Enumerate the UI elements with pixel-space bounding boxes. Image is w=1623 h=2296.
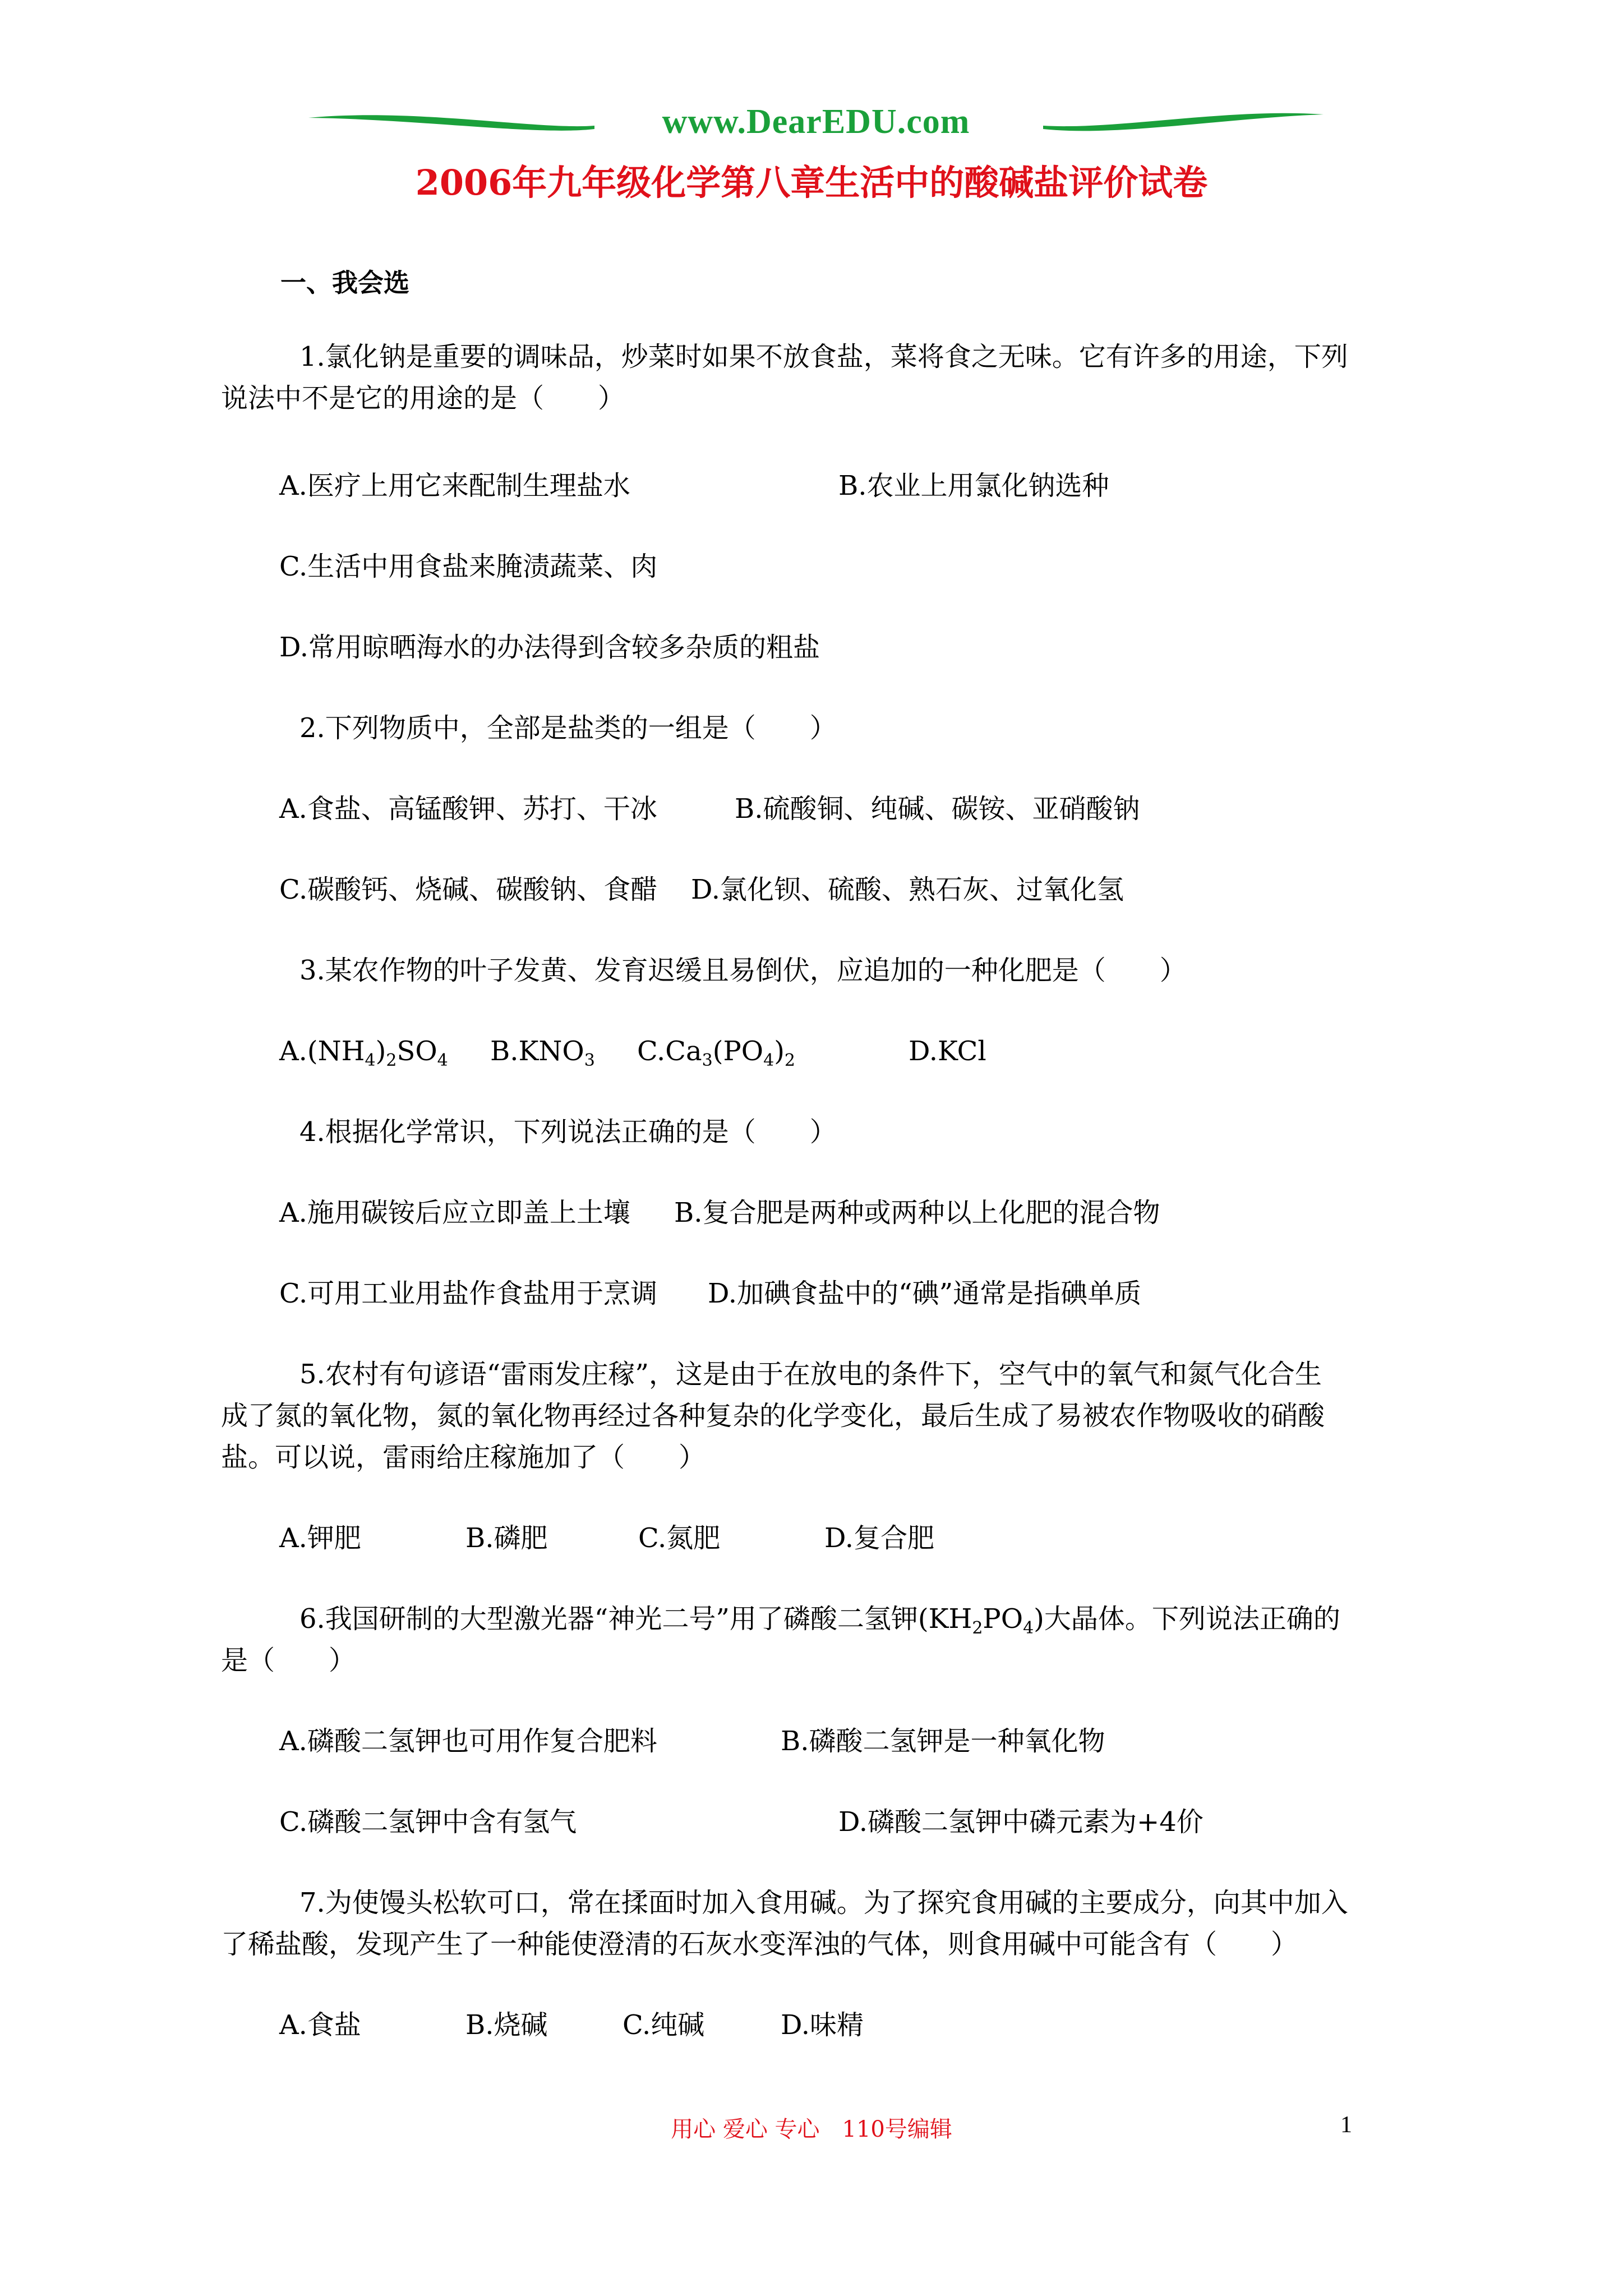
page-title: 2006年九年级化学第八章生活中的酸碱盐评价试卷 bbox=[415, 162, 1208, 203]
question-3-option-d: D.KCl bbox=[909, 1036, 986, 1067]
question-4-line-1: 4.根据化学常识，下列说法正确的是（ ） bbox=[299, 1116, 837, 1148]
question-6-option-a: A.磷酸二氢钾也可用作复合肥料 bbox=[279, 1726, 657, 1757]
question-2-option-b: B.硫酸铜、纯碱、碳铵、亚硝酸钠 bbox=[735, 793, 1140, 825]
question-2-option-c: C.碳酸钙、烧碱、碳酸钠、食醋 bbox=[279, 874, 658, 905]
question-5-option-b: B.磷肥 bbox=[465, 1522, 548, 1554]
question-5-option-d: D.复合肥 bbox=[824, 1522, 935, 1554]
question-7-line-2: 了稀盐酸，发现产生了一种能使澄清的石灰水变浑浊的气体，则食用碱中可能含有（ ） bbox=[221, 1929, 1298, 1960]
question-7-option-c: C.纯碱 bbox=[623, 2009, 705, 2041]
question-1-option-a: A.医疗上用它来配制生理盐水 bbox=[279, 470, 630, 501]
question-1-option-d: D.常用晾晒海水的办法得到含较多杂质的粗盐 bbox=[279, 632, 820, 663]
question-3-option-b: $B.KNO_3$ bbox=[490, 1036, 595, 1070]
page-number: 1 bbox=[1340, 2112, 1352, 2138]
question-6-option-c: C.磷酸二氢钾中含有氢气 bbox=[279, 1806, 577, 1838]
question-1-option-b: B.农业上用氯化钠选种 bbox=[838, 470, 1109, 501]
question-1-line-1: 1.氯化钠是重要的调味品，炒菜时如果不放食盐，菜将食之无味。它有许多的用途，下列 bbox=[299, 341, 1348, 372]
question-1-line-2: 说法中不是它的用途的是（ ） bbox=[221, 383, 625, 414]
question-4-option-c: C.可用工业用盐作食盐用于烹调 bbox=[279, 1278, 658, 1309]
question-7-option-d: D.味精 bbox=[781, 2009, 864, 2041]
question-3-line-1: 3.某农作物的叶子发黄、发育迟缓且易倒伏，应追加的一种化肥是（ ） bbox=[299, 955, 1187, 986]
question-4-option-b: B.复合肥是两种或两种以上化肥的混合物 bbox=[674, 1197, 1160, 1228]
question-2-option-d: D.氯化钡、硫酸、熟石灰、过氧化氢 bbox=[691, 874, 1124, 905]
footer-text: 用心 爱心 专心 110号编辑 bbox=[671, 2116, 952, 2142]
question-6-option-b: B.磷酸二氢钾是一种氧化物 bbox=[781, 1726, 1105, 1757]
question-4-option-a: A.施用碳铵后应立即盖上土壤 bbox=[279, 1197, 630, 1228]
site-logo-banner bbox=[303, 96, 1329, 158]
question-6-line-1: 6.我国研制的大型激光器“神光二号”用了磷酸二氢钾$(KH_2PO_4)$大晶体。下列说法正确的 bbox=[299, 1603, 1340, 1638]
question-5-line-1: 5.农村有句谚语“雷雨发庄稼”，这是由于在放电的条件下，空气中的氧气和氮气化合生 bbox=[299, 1359, 1322, 1390]
question-2-option-a: A.食盐、高锰酸钾、苏打、干冰 bbox=[279, 793, 657, 825]
question-5-option-c: C.氮肥 bbox=[638, 1522, 721, 1554]
section-heading: 一、我会选 bbox=[280, 268, 409, 298]
question-6-line-2: 是（ ） bbox=[221, 1645, 356, 1676]
question-6-option-d: D.磷酸二氢钾中磷元素为+4价 bbox=[838, 1806, 1204, 1838]
question-5-option-a: A.钾肥 bbox=[279, 1522, 361, 1554]
question-7-option-b: B.烧碱 bbox=[465, 2009, 548, 2041]
question-7-option-a: A.食盐 bbox=[279, 2009, 361, 2041]
question-3-option-a: $A.(NH_4)_2SO_4$ bbox=[279, 1036, 448, 1070]
question-5-line-3: 盐。可以说，雷雨给庄稼施加了（ ） bbox=[221, 1442, 706, 1473]
question-2-line-1: 2.下列物质中，全部是盐类的一组是（ ） bbox=[299, 712, 837, 744]
question-5-line-2: 成了氮的氧化物，氮的氧化物再经过各种复杂的化学变化，最后生成了易被农作物吸收的硝酸 bbox=[221, 1400, 1325, 1432]
site-name: www.DearEDU.com bbox=[662, 103, 970, 141]
question-1-option-c: C.生活中用食盐来腌渍蔬菜、肉 bbox=[279, 551, 658, 582]
question-3-option-c: $C.Ca_3(PO_4)_2$ bbox=[637, 1036, 796, 1070]
question-7-line-1: 7.为使馒头松软可口，常在揉面时加入食用碱。为了探究食用碱的主要成分，向其中加入 bbox=[299, 1887, 1348, 1918]
question-4-option-d: D.加碘食盐中的“碘”通常是指碘单质 bbox=[708, 1278, 1142, 1309]
